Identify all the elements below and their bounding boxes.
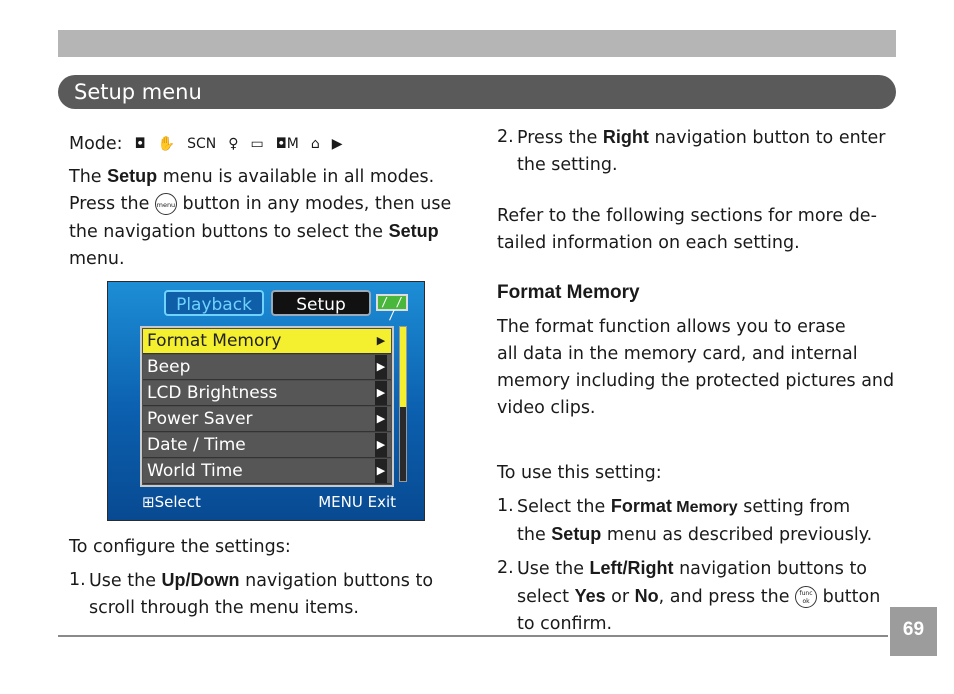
step-text-part: navigation buttons to [239, 571, 434, 591]
left-column [69, 131, 459, 273]
menu-item-label: LCD Brightness [147, 383, 278, 403]
intro-text: menu is available in all modes. [157, 167, 435, 187]
arrow-right-icon: ▶ [375, 329, 387, 353]
format-description [497, 314, 897, 422]
configure-steps-cont [497, 124, 897, 179]
no-keyword: No [634, 586, 659, 606]
menu-item-label: Format Memory [147, 331, 282, 351]
setup-keyword: Setup [551, 524, 602, 544]
menu-item-date-time[interactable] [143, 433, 391, 458]
intro-text: the navigation buttons to select the [69, 222, 389, 242]
tab-setup[interactable]: Setup [271, 290, 371, 316]
menu-item-beep[interactable] [143, 355, 391, 380]
list-item [69, 567, 459, 622]
step-text [89, 567, 433, 622]
intro-text: Press the [69, 194, 155, 214]
step-text-part: the [517, 525, 552, 545]
refer-text: Refer to the following sections for more de- [497, 206, 877, 226]
desc-text: The format function allows you to erase [497, 317, 846, 337]
scn-icon: SCN [187, 136, 217, 152]
playback-icon: ▶ [331, 136, 343, 152]
step-text-part: the setting. [517, 155, 618, 175]
arrow-right-icon: ▶ [375, 355, 387, 379]
menu-item-label: World Time [147, 461, 243, 481]
menu-item-format-memory[interactable] [143, 329, 391, 354]
menu-button-icon: menu [155, 193, 177, 215]
camera-icon: ◘ [134, 136, 146, 152]
exit-hint: MENU Exit [318, 493, 396, 511]
step-text-part: navigation buttons to [673, 559, 868, 579]
step-text-part: Use the [89, 571, 162, 591]
screen-footer [142, 493, 396, 511]
configure-steps [69, 567, 459, 622]
step-text [517, 493, 872, 549]
intro-paragraph [69, 163, 459, 273]
beauty-icon: ♀ [228, 136, 239, 152]
step-text [517, 555, 880, 638]
manual-mode-icon: ◘M [275, 136, 299, 152]
mode-label: Mode: [69, 134, 123, 154]
battery-icon: / / / [376, 294, 408, 311]
arrow-right-icon: ▶ [375, 459, 387, 483]
scrollbar-thumb[interactable] [400, 327, 406, 407]
step-text-part: , and press the [658, 587, 796, 607]
use-steps [497, 493, 897, 638]
updown-keyword: Up/Down [161, 570, 240, 590]
arrow-right-icon: ▶ [375, 433, 387, 457]
step-text-part: scroll through the menu items. [89, 598, 359, 618]
step-number: 2. [497, 558, 514, 578]
panorama-icon: ▭ [250, 136, 264, 152]
right-keyword: Right [602, 127, 649, 147]
leftright-keyword: Left/Right [589, 558, 674, 578]
arrow-right-icon: ▶ [375, 381, 387, 405]
step-text-part: Use the [517, 559, 590, 579]
antishake-hand-icon: ✋ [157, 136, 176, 152]
intro-text: The [69, 167, 108, 187]
list-item [497, 124, 897, 179]
select-hint: ⊞Select [142, 493, 201, 511]
use-heading: To use this setting: [497, 463, 662, 483]
camera-setup-screen [107, 281, 425, 521]
list-item [497, 555, 897, 638]
format-keyword: Format [610, 496, 672, 516]
movie-icon: ⌂ [310, 136, 320, 152]
menu-item-label: Beep [147, 357, 191, 377]
footer-divider [58, 635, 888, 637]
yes-keyword: Yes [574, 586, 606, 606]
format-memory-heading: Format Memory [497, 282, 640, 303]
page-number: 69 [890, 607, 937, 656]
intro-text: menu. [69, 249, 125, 269]
step-text [517, 124, 886, 179]
menu-scrollbar[interactable] [399, 326, 407, 482]
step-text-part: to confirm. [517, 614, 613, 634]
menu-item-world-time[interactable] [143, 459, 391, 484]
step-number: 1. [69, 570, 86, 590]
step-text-part: Select the [517, 497, 611, 517]
step-text-part: Press the [517, 128, 603, 148]
refer-paragraph [497, 203, 897, 257]
step-text-part: select [517, 587, 575, 607]
setup-menu-list [140, 326, 394, 487]
desc-text: memory including the protected pictures and [497, 371, 895, 391]
func-ok-button-icon: func ok [795, 586, 817, 608]
configure-heading: To configure the settings: [69, 537, 291, 557]
configure-section [69, 534, 459, 622]
step-number: 2. [497, 127, 514, 147]
menu-item-label: Power Saver [147, 409, 253, 429]
step-number: 1. [497, 496, 514, 516]
desc-text: all data in the memory card, and internal [497, 344, 858, 364]
mode-row [69, 131, 459, 158]
step-text-part: or [605, 587, 635, 607]
setup-keyword: Setup [107, 166, 158, 186]
refer-text: tailed information on each setting. [497, 233, 800, 253]
menu-item-lcd-brightness[interactable] [143, 381, 391, 406]
intro-text: button in any modes, then use [176, 194, 452, 214]
tab-playback[interactable]: Playback [164, 290, 264, 316]
step-text-part: menu as described previously. [601, 525, 873, 545]
section-title: Setup menu [58, 75, 896, 109]
memory-keyword: Memory [671, 499, 738, 516]
right-column [497, 124, 897, 638]
menu-item-label: Date / Time [147, 435, 246, 455]
arrow-right-icon: ▶ [375, 407, 387, 431]
step-text-part: navigation button to enter [648, 128, 886, 148]
menu-item-power-saver[interactable] [143, 407, 391, 432]
list-item [497, 493, 897, 549]
step-text-part: button [817, 587, 881, 607]
desc-text: video clips. [497, 398, 596, 418]
setup-keyword: Setup [388, 221, 439, 241]
step-text-part: setting from [737, 497, 851, 517]
header-band [58, 30, 896, 57]
